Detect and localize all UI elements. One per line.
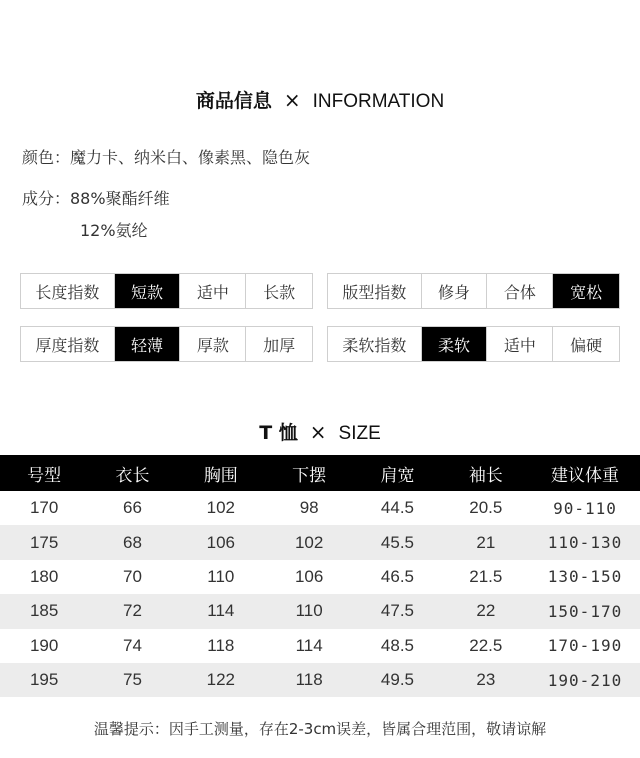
table-cell: 170-190 bbox=[547, 636, 623, 656]
thickness-option-thin: 轻薄 bbox=[115, 327, 181, 361]
table-cell: 74 bbox=[123, 635, 142, 655]
table-cell: 70 bbox=[123, 566, 142, 586]
table-row bbox=[0, 663, 640, 697]
table-cell: 46.5 bbox=[380, 566, 415, 586]
thickness-option-extra-thick: 加厚 bbox=[263, 335, 296, 355]
col-header: 下摆 bbox=[265, 455, 353, 491]
table-cell: 21 bbox=[442, 525, 530, 559]
table-cell: 190 bbox=[29, 635, 59, 655]
col-header: 胸围 bbox=[177, 455, 265, 491]
table-cell: 20.5 bbox=[469, 498, 503, 518]
size-table-header-row bbox=[0, 455, 640, 491]
softness-option-medium: 适中 bbox=[487, 327, 553, 361]
table-cell: 49.5 bbox=[353, 663, 441, 697]
table-cell: 22 bbox=[442, 594, 530, 628]
softness-index bbox=[327, 326, 620, 362]
col-header: 肩宽 bbox=[353, 455, 441, 491]
fit-index-label: 版型指数 bbox=[328, 274, 422, 308]
table-cell: 170 bbox=[29, 498, 59, 518]
thickness-option-thick: 厚款 bbox=[180, 327, 246, 361]
table-row bbox=[0, 525, 640, 559]
table-cell: 23 bbox=[442, 663, 530, 697]
info-title-en: INFORMATION bbox=[312, 91, 445, 112]
table-cell: 175 bbox=[0, 525, 88, 559]
size-title-cn: T 恤 bbox=[259, 422, 298, 444]
fit-index bbox=[327, 273, 620, 309]
col-header: 建议体重 bbox=[530, 455, 640, 491]
softness-option-hard: 偏硬 bbox=[570, 335, 603, 355]
close-x-icon: × bbox=[309, 420, 327, 444]
table-cell: 114 bbox=[295, 635, 323, 655]
table-cell: 75 bbox=[88, 663, 176, 697]
table-cell: 45.5 bbox=[353, 525, 441, 559]
thickness-index bbox=[20, 326, 313, 362]
length-option-short: 短款 bbox=[115, 274, 181, 308]
length-option-medium: 适中 bbox=[180, 274, 246, 308]
table-cell: 98 bbox=[299, 498, 319, 518]
softness-index-label: 柔软指数 bbox=[328, 327, 422, 361]
table-cell: 44.5 bbox=[380, 498, 415, 518]
size-table bbox=[0, 455, 640, 697]
table-cell: 47.5 bbox=[353, 594, 441, 628]
table-cell: 102 bbox=[265, 525, 353, 559]
length-option-long: 长款 bbox=[263, 282, 296, 302]
size-header bbox=[0, 418, 640, 445]
table-cell: 110 bbox=[207, 566, 235, 586]
softness-option-soft: 柔软 bbox=[422, 327, 488, 361]
table-cell: 22.5 bbox=[469, 635, 503, 655]
fit-option-slim: 修身 bbox=[422, 274, 488, 308]
table-cell: 110 bbox=[265, 594, 353, 628]
table-cell: 180 bbox=[29, 566, 59, 586]
table-cell: 185 bbox=[0, 594, 88, 628]
table-cell: 130-150 bbox=[547, 567, 623, 587]
size-title-en: SIZE bbox=[338, 423, 381, 444]
table-cell: 21.5 bbox=[469, 566, 503, 586]
close-x-icon: × bbox=[283, 88, 301, 112]
table-cell: 118 bbox=[207, 635, 235, 655]
table-cell: 106 bbox=[177, 525, 265, 559]
table-cell: 66 bbox=[123, 498, 142, 518]
color-line: 颜色：魔力卡、纳米白、像素黑、隐色灰 bbox=[22, 148, 311, 167]
table-cell: 150-170 bbox=[530, 594, 640, 628]
table-cell: 72 bbox=[88, 594, 176, 628]
table-cell: 114 bbox=[177, 594, 265, 628]
col-header: 袖长 bbox=[442, 455, 530, 491]
information-header bbox=[0, 86, 640, 113]
table-cell: 48.5 bbox=[380, 635, 415, 655]
table-cell: 102 bbox=[206, 498, 235, 518]
measurement-tip: 温馨提示：因手工测量，存在2-3cm误差，皆属合理范围，敬请谅解 bbox=[93, 720, 547, 738]
fit-option-regular: 合体 bbox=[487, 274, 553, 308]
table-cell: 122 bbox=[177, 663, 265, 697]
length-index-label: 长度指数 bbox=[21, 274, 115, 308]
col-header: 衣长 bbox=[88, 455, 176, 491]
table-cell: 195 bbox=[0, 663, 88, 697]
table-cell: 110-130 bbox=[530, 525, 640, 559]
table-cell: 106 bbox=[294, 566, 324, 586]
table-row bbox=[0, 560, 640, 594]
table-cell: 90-110 bbox=[553, 498, 617, 518]
table-cell: 68 bbox=[88, 525, 176, 559]
col-header: 号型 bbox=[0, 455, 88, 491]
table-row bbox=[0, 629, 640, 663]
material-line-2: 12%氨纶 bbox=[80, 221, 148, 240]
thickness-index-label: 厚度指数 bbox=[21, 327, 115, 361]
table-row bbox=[0, 594, 640, 628]
table-row bbox=[0, 491, 640, 525]
table-cell: 190-210 bbox=[530, 663, 640, 697]
info-title-cn: 商品信息 bbox=[195, 90, 272, 112]
material-line-1: 成分：88%聚酯纤维 bbox=[22, 189, 170, 208]
table-cell: 118 bbox=[265, 663, 353, 697]
fit-option-loose: 宽松 bbox=[553, 274, 619, 308]
length-index bbox=[20, 273, 313, 309]
